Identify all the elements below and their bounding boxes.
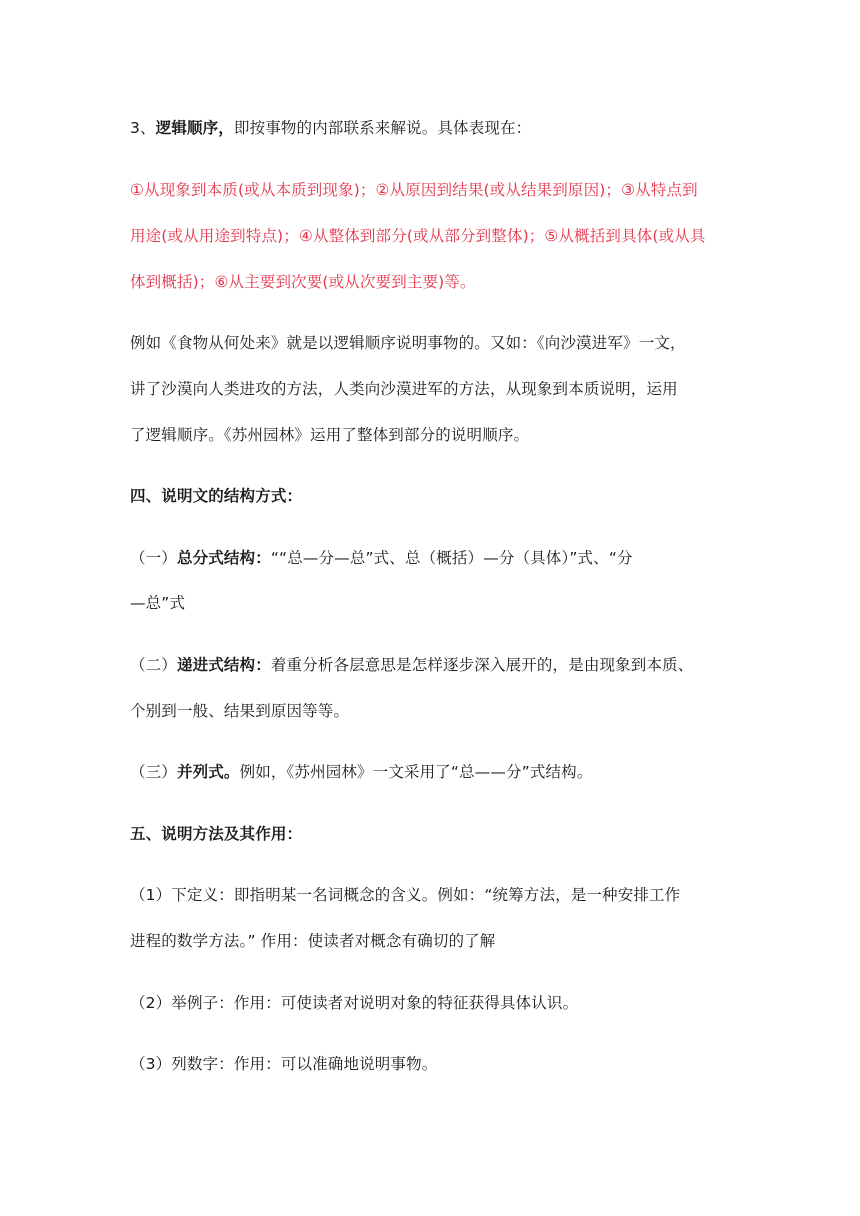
heading-5: 五、说明方法及其作用： xyxy=(130,825,303,843)
structure-2-title: 递进式结构： xyxy=(176,656,271,674)
structure-3-text: 例如，《苏州园林》一文采用了“总——分”式结构。 xyxy=(239,763,593,781)
structure-2-prefix: （二） xyxy=(130,656,177,674)
structure-1-prefix: （一） xyxy=(130,549,177,567)
structure-2-line-2: 个别到一般、结果到原因等等。 xyxy=(130,702,350,720)
highlight-line-3: 体到概括)；⑥从主要到次要(或从次要到主要)等。 xyxy=(130,273,476,291)
structure-1-line-2: —总”式 xyxy=(130,594,186,612)
highlight-line-1: ①从现象到本质(或从本质到现象)；②从原因到结果(或从结果到原因)；③从特点到 xyxy=(130,181,698,199)
method-1-line-2: 进程的数学方法。” 作用：使读者对概念有确切的了解 xyxy=(130,932,496,950)
structure-1-text: ““总—分—总”式、总（概括）—分（具体）”式、“分 xyxy=(270,549,633,567)
method-1-line-1: （1）下定义：即指明某一名词概念的含义。例如：“统筹方法，是一种安排工作 xyxy=(130,886,681,904)
example-line-3: 了逻辑顺序。《苏州园林》运用了整体到部分的说明顺序。 xyxy=(130,426,530,444)
structure-3-title: 并列式。 xyxy=(176,763,240,781)
structure-1-title: 总分式结构： xyxy=(176,549,271,567)
method-3-line: （3）列数字：作用：可以准确地说明事物。 xyxy=(130,1055,438,1073)
structure-3-line xyxy=(130,760,592,784)
structure-3-prefix: （三） xyxy=(130,763,177,781)
section-3-paragraph xyxy=(130,116,531,140)
example-line-1: 例如《食物从何处来》就是以逻辑顺序说明事物的。又如：《向沙漠进军》一文， xyxy=(130,334,686,352)
section-3-number: 3、 xyxy=(130,119,156,137)
structure-1-line-1 xyxy=(130,546,633,570)
section-3-text: 即按事物的内部联系来解说。具体表现在： xyxy=(233,119,532,137)
structure-2-text: 着重分析各层意思是怎样逐步深入展开的，是由现象到本质、 xyxy=(270,656,694,674)
highlight-line-2: 用途(或从用途到特点)；④从整体到部分(或从部分到整体)；⑤从概括到具体(或从具 xyxy=(130,227,706,245)
example-line-2: 讲了沙漠向人类进攻的方法，人类向沙漠进军的方法，从现象到本质说明，运用 xyxy=(130,380,678,398)
method-2-line: （2）举例子：作用：可使读者对说明对象的特征获得具体认识。 xyxy=(130,994,579,1012)
heading-4: 四、说明文的结构方式： xyxy=(130,487,303,505)
section-3-title: 逻辑顺序， xyxy=(155,119,234,137)
structure-2-line-1 xyxy=(130,653,693,677)
